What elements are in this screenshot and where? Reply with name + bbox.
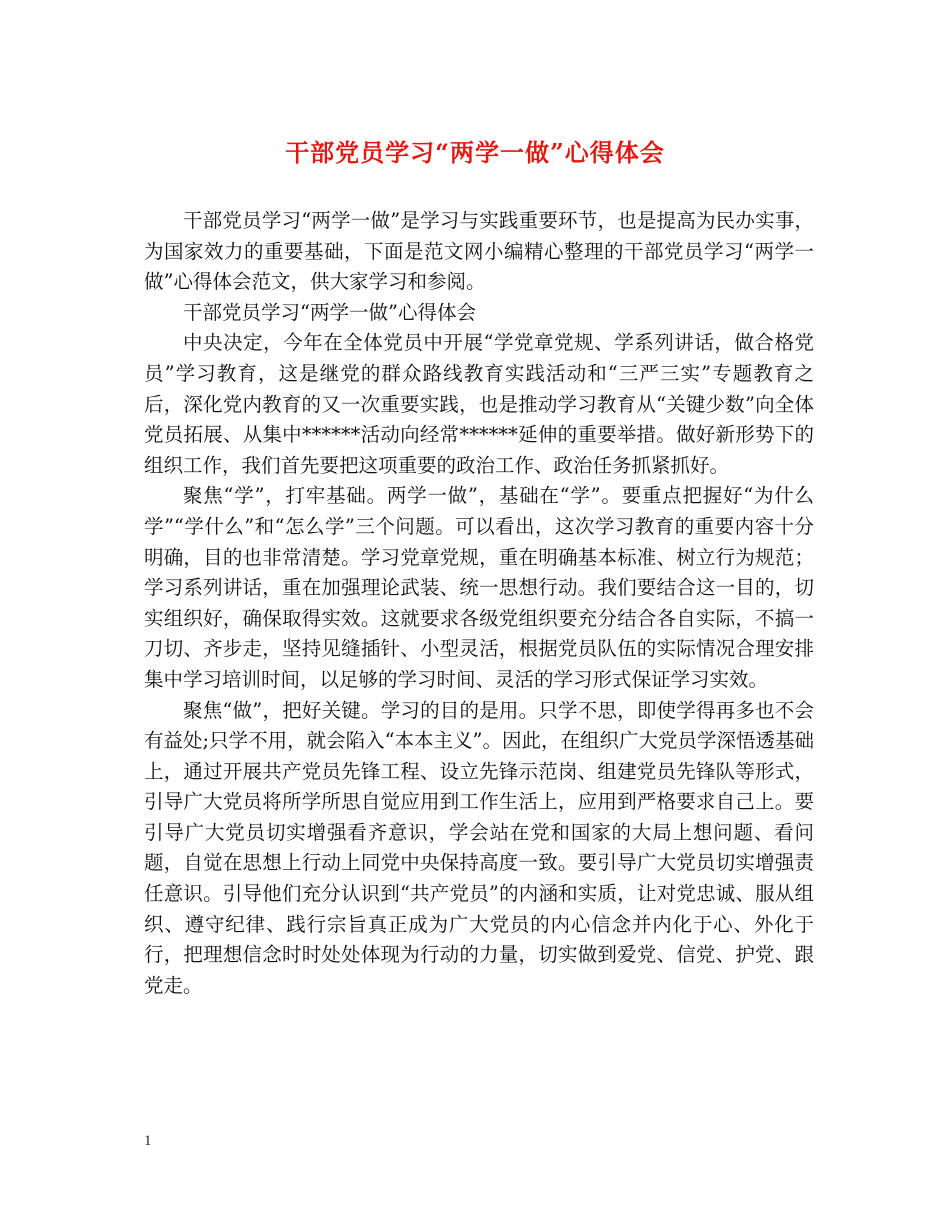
page-number: 1 (144, 1133, 152, 1149)
section-heading: 干部党员学习“两学一做”心得体会 (183, 300, 476, 324)
document-title: 干部党员学习“两学一做”心得体会 (285, 138, 665, 167)
body-paragraph: 聚焦“学”，打牢基础。两学一做”，基础在“学”。要重点把握好“为什么学”“学什么”和“怎么学”三个问题。可以看出，这次学习教育的重要内容十分明确，目的也非常清楚。学习党章党规，重在明确基本标准、树立行为规范；学习系列讲话，重在加强理论武装、统一思想行动。我们要结合这一目的，切实组织好，确保取得实效。这就要求各级党组织要充分结合各自实际，不搞一刀切、齐步走，坚持见缝插针、小型灵活，根据党员队伍的实际情况合理安排集中学习培训时间，以足够的学习时间、灵活的学习形式保证学习实效。 (144, 484, 814, 691)
intro-paragraph: 干部党员学习“两学一做”是学习与实践重要环节，也是提高为民办实事，为国家效力的重要基础，下面是范文网小编精心整理的干部党员学习“两学一做”心得体会范文，供大家学习和参阅。 (144, 209, 814, 294)
document-body (144, 206, 814, 1001)
body-paragraph: 聚焦“做”，把好关键。学习的目的是用。只学不思，即使学得再多也不会有益处;只学不用，就会陷入“本本主义”。因此，在组织广大党员学深悟透基础上，通过开展共产党员先锋工程、设立先锋示范岗、组建党员先锋队等形式，引导广大党员将所学所思自觉应用到工作生活上，应用到严格要求自己上。要引导广大党员切实增强看齐意识，学会站在党和国家的大局上想问题、看问题，自觉在思想上行动上同党中央保持高度一致。要引导广大党员切实增强责任意识。引导他们充分认识到“共产党员”的内涵和实质，让对党忠诚、服从组织、遵守纪律、践行宗旨真正成为广大党员的内心信念并内化于心、外化于行，把理想信念时时处处体现为行动的力量，切实做到爱党、信党、护党、跟党走。 (144, 698, 815, 997)
body-paragraph: 中央决定，今年在全体党员中开展“学党章党规、学系列讲话，做合格党员”学习教育，这是继党的群众路线教育实践活动和“三严三实”专题教育之后，深化党内教育的又一次重要实践，也是推动学习教育从“关键少数”向全体党员拓展、从集中******活动向经常******延伸的重要举措。做好新形势下的组织工作，我们首先要把这项重要的政治工作、政治任务抓紧抓好。 (144, 331, 814, 477)
